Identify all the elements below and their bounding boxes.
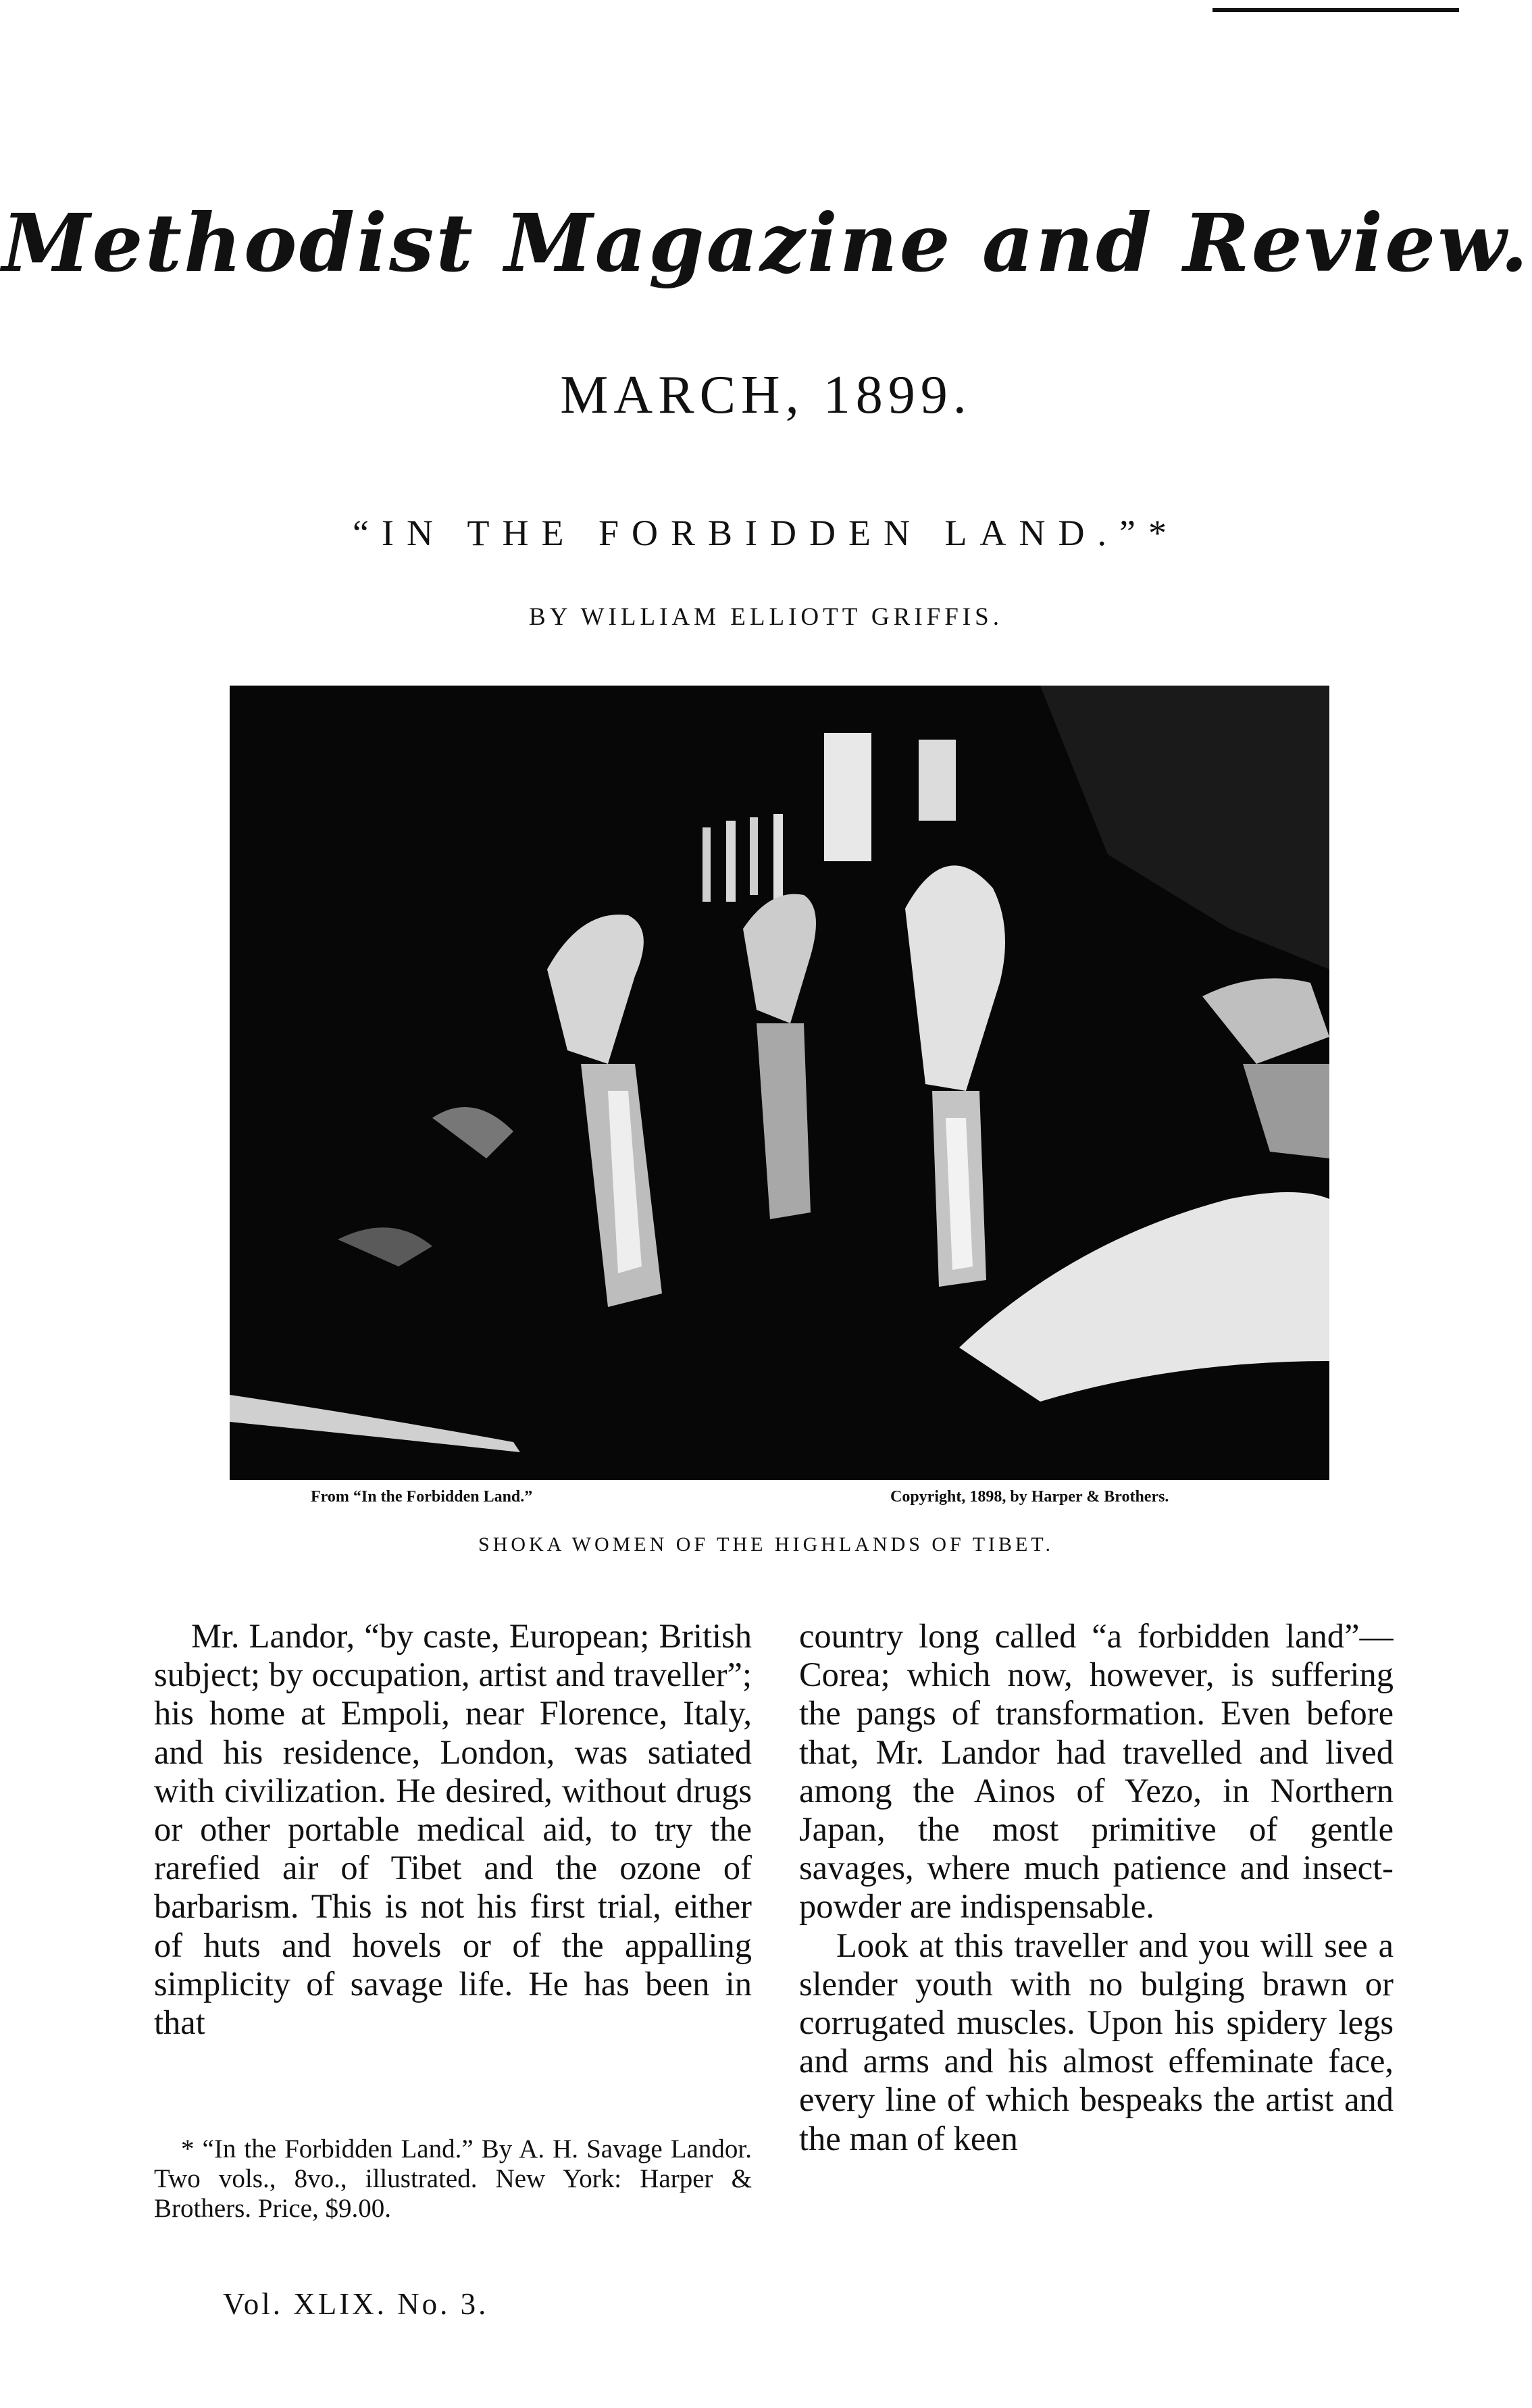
illustration-copyright: Copyright, 1898, by Harper & Brothers. [890, 1488, 1169, 1506]
issue-date: MARCH, 1899. [560, 365, 972, 425]
body-paragraph: Mr. Landor, “by caste, European; British subject; by occupation, artist and traveller”; his home at Empoli, near Florence, Italy, and his residence, London, was satiated with civilization. He desired, without drugs or other portable medical aid, to try the rarefied air of Tibet and the ozone of barbarism. This is not his first trial, either of huts and hovels or of the appalling simplicity of savage life. He has been in that [154, 1617, 752, 2042]
illustration-caption: SHOKA WOMEN OF THE HIGHLANDS OF TIBET. [478, 1533, 1054, 1556]
body-column-right [799, 1617, 1394, 2367]
body-column-left [154, 1617, 752, 2117]
volume-number: Vol. XLIX. No. 3. [223, 2287, 489, 2321]
body-paragraph: Look at this traveller and you will see a slender youth with no bulging brawn or corrugated muscles. Upon his spidery legs and arms and his almost effeminate face, every line of which bespeaks the artist and the man of keen [799, 1926, 1394, 2157]
article-title: “IN THE FORBIDDEN LAND.”* [353, 513, 1179, 553]
shoka-women-photo [230, 686, 1329, 1480]
top-rule [1212, 8, 1459, 12]
illustration-credit-source: From “In the Forbidden Land.” [311, 1488, 533, 1506]
magazine-masthead: Methodist Magazine and Review. [1, 196, 1531, 290]
body-paragraph: country long called “a forbidden land”—Corea; which now, however, is suffering the pangs of transformation. Even before that, Mr. Landor had travelled and lived among the Ainos of Yezo, in Northern Japan, the most primitive of gentle savages, where much patience and insect-powder are indispensable. [799, 1617, 1394, 1926]
illustration-photo [230, 686, 1329, 1480]
footnote [154, 2134, 752, 2224]
footnote-text: * “In the Forbidden Land.” By A. H. Savage Landor. Two vols., 8vo., illustrated. New York: Harper & Brothers. Price, $9.00. [154, 2134, 752, 2223]
article-byline: BY WILLIAM ELLIOTT GRIFFIS. [529, 603, 1003, 631]
